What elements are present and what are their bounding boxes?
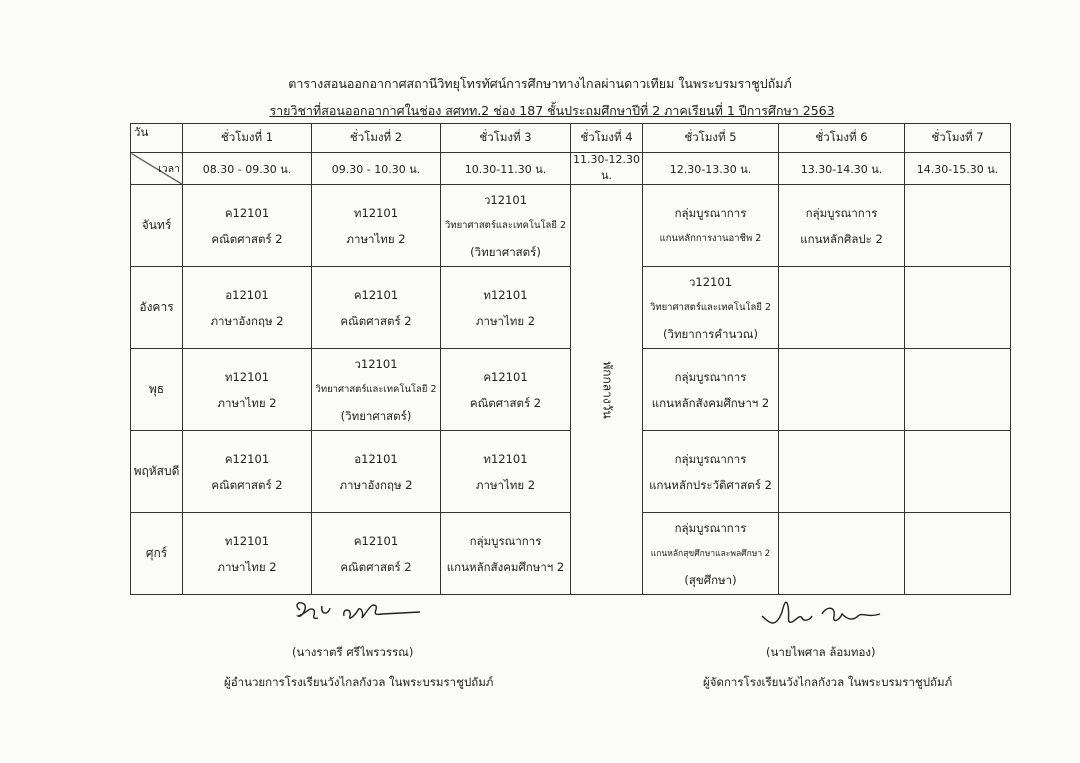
- cell-mon-p3: ว12101 วิทยาศาสตร์และเทคโนโลยี 2 (วิทยาศาสตร์): [441, 185, 571, 267]
- row-monday: [131, 185, 1011, 267]
- corner-time-label: เวลา: [131, 153, 183, 185]
- cell-mon-p6: กลุ่มบูรณาการ แกนหลักศิลปะ 2: [779, 185, 905, 267]
- cell-wed-p3: ค12101 คณิตศาสตร์ 2: [441, 349, 571, 431]
- cell-thu-p7: [905, 431, 1011, 513]
- cell-tue-p6: [779, 267, 905, 349]
- right-signer-position: ผู้จัดการโรงเรียนวังไกลกังวล ในพระบรมราชูปถัมภ์: [703, 675, 953, 689]
- document-subtitle: [12, 101, 1080, 121]
- period-4-time: 11.30-12.30 น.: [571, 153, 643, 185]
- cell-fri-p3: กลุ่มบูรณาการ แกนหลักสังคมศึกษาฯ 2: [441, 513, 571, 595]
- left-signer-position: ผู้อำนวยการโรงเรียนวังไกลกังวล ในพระบรมราชูปถัมภ์: [224, 675, 494, 689]
- period-1-time: 08.30 - 09.30 น.: [183, 153, 312, 185]
- day-tuesday: อังคาร: [131, 267, 183, 349]
- cell-wed-p2: ว12101 วิทยาศาสตร์และเทคโนโลยี 2 (วิทยาศาสตร์): [312, 349, 441, 431]
- left-signer-name: (นางราตรี ศรีไพรวรรณ): [292, 645, 414, 659]
- period-3-label: ชั่วโมงที่ 3: [441, 124, 571, 153]
- period-6-time: 13.30-14.30 น.: [779, 153, 905, 185]
- cell-tue-p3: ท12101 ภาษาไทย 2: [441, 267, 571, 349]
- right-signer-name: (นายไพศาล ล้อมทอง): [766, 645, 876, 659]
- cell-fri-p2: ค12101 คณิตศาสตร์ 2: [312, 513, 441, 595]
- cell-wed-p5: กลุ่มบูรณาการ แกนหลักสังคมศึกษาฯ 2: [643, 349, 779, 431]
- header-row-times: [131, 153, 1011, 185]
- cell-thu-p3: ท12101 ภาษาไทย 2: [441, 431, 571, 513]
- period-7-time: 14.30-15.30 น.: [905, 153, 1011, 185]
- cell-tue-p5: ว12101 วิทยาศาสตร์และเทคโนโลยี 2 (วิทยาการคำนวณ): [643, 267, 779, 349]
- cell-fri-p5: กลุ่มบูรณาการ แกนหลักสุขศึกษาและพลศึกษา 2 (สุขศึกษา): [643, 513, 779, 595]
- cell-thu-p1: ค12101 คณิตศาสตร์ 2: [183, 431, 312, 513]
- document-title: ตารางสอนออกอากาศสถานีวิทยุโทรทัศน์การศึกษาทางไกลผ่านดาวเทียม ในพระบรมราชูปถัมภ์: [288, 76, 792, 91]
- day-friday: ศุกร์: [131, 513, 183, 595]
- day-monday: จันทร์: [131, 185, 183, 267]
- timetable: [130, 123, 1011, 595]
- cell-fri-p6: [779, 513, 905, 595]
- period-5-time: 12.30-13.30 น.: [643, 153, 779, 185]
- period-7-label: ชั่วโมงที่ 7: [905, 124, 1011, 153]
- period-3-time: 10.30-11.30 น.: [441, 153, 571, 185]
- cell-wed-p1: ท12101 ภาษาไทย 2: [183, 349, 312, 431]
- period-1-label: ชั่วโมงที่ 1: [183, 124, 312, 153]
- period-2-label: ชั่วโมงที่ 2: [312, 124, 441, 153]
- period-5-label: ชั่วโมงที่ 5: [643, 124, 779, 153]
- document-subtitle-text: รายวิชาที่สอนออกอากาศในช่อง สศทท.2 ช่อง 187 ชั้นประถมศึกษาปีที่ 2 ภาคเรียนที่ 1 ปีการศึกษา 2563: [269, 103, 835, 118]
- right-signature-image: [756, 594, 886, 634]
- cell-wed-p6: [779, 349, 905, 431]
- cell-thu-p2: อ12101 ภาษาอังกฤษ 2: [312, 431, 441, 513]
- cell-fri-p1: ท12101 ภาษาไทย 2: [183, 513, 312, 595]
- cell-wed-p7: [905, 349, 1011, 431]
- day-thursday: พฤหัสบดี: [131, 431, 183, 513]
- period-6-label: ชั่วโมงที่ 6: [779, 124, 905, 153]
- cell-tue-p7: [905, 267, 1011, 349]
- cell-mon-p2: ท12101 ภาษาไทย 2: [312, 185, 441, 267]
- period-2-time: 09.30 - 10.30 น.: [312, 153, 441, 185]
- cell-mon-p5: กลุ่มบูรณาการ แกนหลักการงานอาชีพ 2: [643, 185, 779, 267]
- cell-mon-p1: ค12101 คณิตศาสตร์ 2: [183, 185, 312, 267]
- cell-tue-p2: ค12101 คณิตศาสตร์ 2: [312, 267, 441, 349]
- cell-fri-p7: [905, 513, 1011, 595]
- period-4-label: ชั่วโมงที่ 4: [571, 124, 643, 153]
- cell-thu-p6: [779, 431, 905, 513]
- cell-thu-p5: กลุ่มบูรณาการ แกนหลักประวัติศาสตร์ 2: [643, 431, 779, 513]
- cell-mon-p7: [905, 185, 1011, 267]
- cell-tue-p1: อ12101 ภาษาอังกฤษ 2: [183, 267, 312, 349]
- lunch-label: พักกลางวัน: [600, 360, 614, 419]
- left-signature-image: [292, 596, 427, 630]
- corner-day-label: วัน: [131, 124, 183, 153]
- header-row-periods: [131, 124, 1011, 153]
- day-wednesday: พุธ: [131, 349, 183, 431]
- lunch-break: [571, 185, 643, 595]
